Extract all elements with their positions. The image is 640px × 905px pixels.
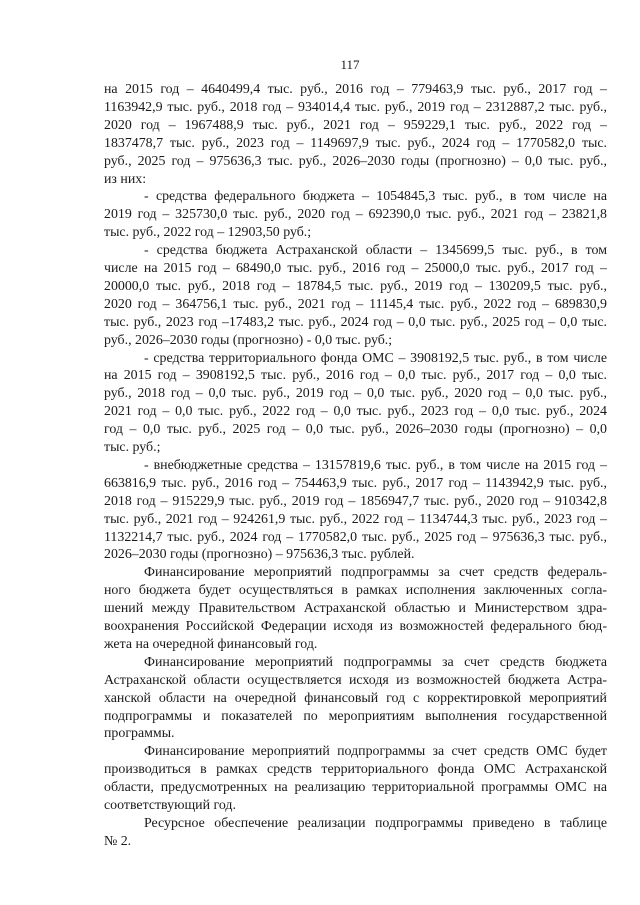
text-line: руб., 2018 год – 0,0 тыс. руб., 2019 год – 0,0 тыс. руб., 2020 год – 0,0 тыс. руб., — [104, 386, 607, 401]
text-line: из них: — [104, 172, 147, 187]
text-line: тыс. руб., 2023 год –17483,2 тыс. руб., 2024 год – 0,0 тыс. руб., 2025 год – 0,0 тыс. — [104, 315, 607, 330]
text-line: 1132214,7 тыс. руб., 2024 год – 1770582,0 тыс. руб., 2025 год – 975636,3 тыс. руб., — [104, 530, 607, 545]
text-line: 2020 год – 364756,1 тыс. руб., 2021 год – 11145,4 тыс. руб., 2022 год – 689830,9 — [104, 297, 607, 312]
text-line: тыс. руб.; — [104, 440, 161, 455]
text-line: программы. — [104, 726, 175, 741]
text-line: 2019 год – 325730,0 тыс. руб., 2020 год – 692390,0 тыс. руб., 2021 год – 23821,8 — [104, 207, 607, 222]
text-line: 2026–2030 годы (прогнозно) – 975636,3 тыс. рублей. — [104, 547, 415, 562]
text-line: 2018 год – 915229,9 тыс. руб., 2019 год – 1856947,7 тыс. руб., 2020 год – 910342,8 — [104, 494, 607, 509]
text-line: руб., 2025 год – 975636,3 тыс. руб., 2026–2030 годы (прогнозно) – 0,0 тыс. руб., — [104, 154, 607, 169]
text-line: - средства бюджета Астраханской области – 1345699,5 тыс. руб., в том — [144, 243, 607, 258]
text-line: 663816,9 тыс. руб., 2016 год – 754463,9 тыс. руб., 2017 год – 1143942,9 тыс. руб., — [104, 476, 607, 491]
text-line: производиться в рамках средств территориального фонда ОМС Астраханской — [104, 762, 607, 777]
text-line: Астраханской области осуществляется исходя из возможностей бюджета Астра- — [104, 673, 608, 688]
text-line: руб., 2026–2030 годы (прогнозно) - 0,0 тыс. руб.; — [104, 333, 393, 348]
text-line: Финансирование мероприятий подпрограммы за счет средств бюджета — [144, 655, 607, 670]
text-line: Финансирование мероприятий подпрограммы за счет средств федераль- — [144, 565, 607, 580]
text-line: 2021 год – 0,0 тыс. руб., 2022 год – 0,0 тыс. руб., 2023 год – 0,0 тыс. руб., 2024 — [104, 404, 607, 419]
text-line: тыс. руб., 2021 год – 924261,9 тыс. руб., 2022 год – 1134744,3 тыс. руб., 2023 год – — [104, 512, 607, 527]
text-line: год – 0,0 тыс. руб., 2025 год – 0,0 тыс. руб., 2026–2030 годы (прогнозно) – 0,0 — [104, 422, 607, 437]
text-line: 20000,0 тыс. руб., 2018 год – 18784,5 тыс. руб., 2019 год – 130209,5 тыс. руб., — [104, 279, 607, 294]
text-line: числе на 2015 год – 68490,0 тыс. руб., 2016 год – 25000,0 тыс. руб., 2017 год – — [104, 261, 608, 276]
text-line: Финансирование мероприятий подпрограммы за счет средств ОМС будет — [144, 744, 607, 759]
text-line: ного бюджета будет осуществляться в рамках исполнения заключенных согла- — [104, 583, 607, 598]
text-line: области, предусмотренных на реализацию территориальной программы ОМС на — [104, 780, 607, 795]
text-line: жета на очередной финансовый год. — [104, 637, 318, 652]
text-line: Ресурсное обеспечение реализации подпрограммы приведено в таблице — [144, 816, 607, 831]
text-line: № 2. — [104, 834, 132, 849]
text-line: - средства территориального фонда ОМС – 3908192,5 тыс. руб., в том числе — [144, 351, 607, 366]
text-line: тыс. руб., 2022 год – 12903,50 руб.; — [104, 225, 312, 240]
text-line: - внебюджетные средства – 13157819,6 тыс. руб., в том числе на 2015 год – — [144, 458, 607, 473]
text-line: соответствующий год. — [104, 798, 236, 813]
text-line: на 2015 год – 3908192,5 тыс. руб., 2016 год – 0,0 тыс. руб., 2017 год – 0,0 тыс. — [104, 368, 607, 383]
text-line: ханской области на очередной финансовый год с корректировкой мероприятий — [104, 691, 607, 706]
text-line: - средства федерального бюджета – 1054845,3 тыс. руб., в том числе на — [144, 189, 607, 204]
text-line: на 2015 год – 4640499,4 тыс. руб., 2016 год – 779463,9 тыс. руб., 2017 год – — [104, 82, 607, 97]
text-line: 1163942,9 тыс. руб., 2018 год – 934014,4 тыс. руб., 2019 год – 2312887,2 тыс. руб., — [104, 100, 607, 115]
page-number: 117 — [340, 57, 360, 72]
text-line: воохранения Российской Федерации исходя из возможностей федерального бюд- — [104, 619, 607, 634]
text-line: 2020 год – 1967488,9 тыс. руб., 2021 год – 959229,1 тыс. руб., 2022 год – — [104, 118, 607, 133]
text-line: подпрограммы и показателей по мероприятиям выполнения государственной — [104, 709, 607, 724]
text-line: 1837478,7 тыс. руб., 2023 год – 1149697,9 тыс. руб., 2024 год – 1770582,0 тыс. — [104, 136, 608, 151]
text-line: шений между Правительством Астраханской областью и Министерством здра- — [104, 601, 607, 616]
